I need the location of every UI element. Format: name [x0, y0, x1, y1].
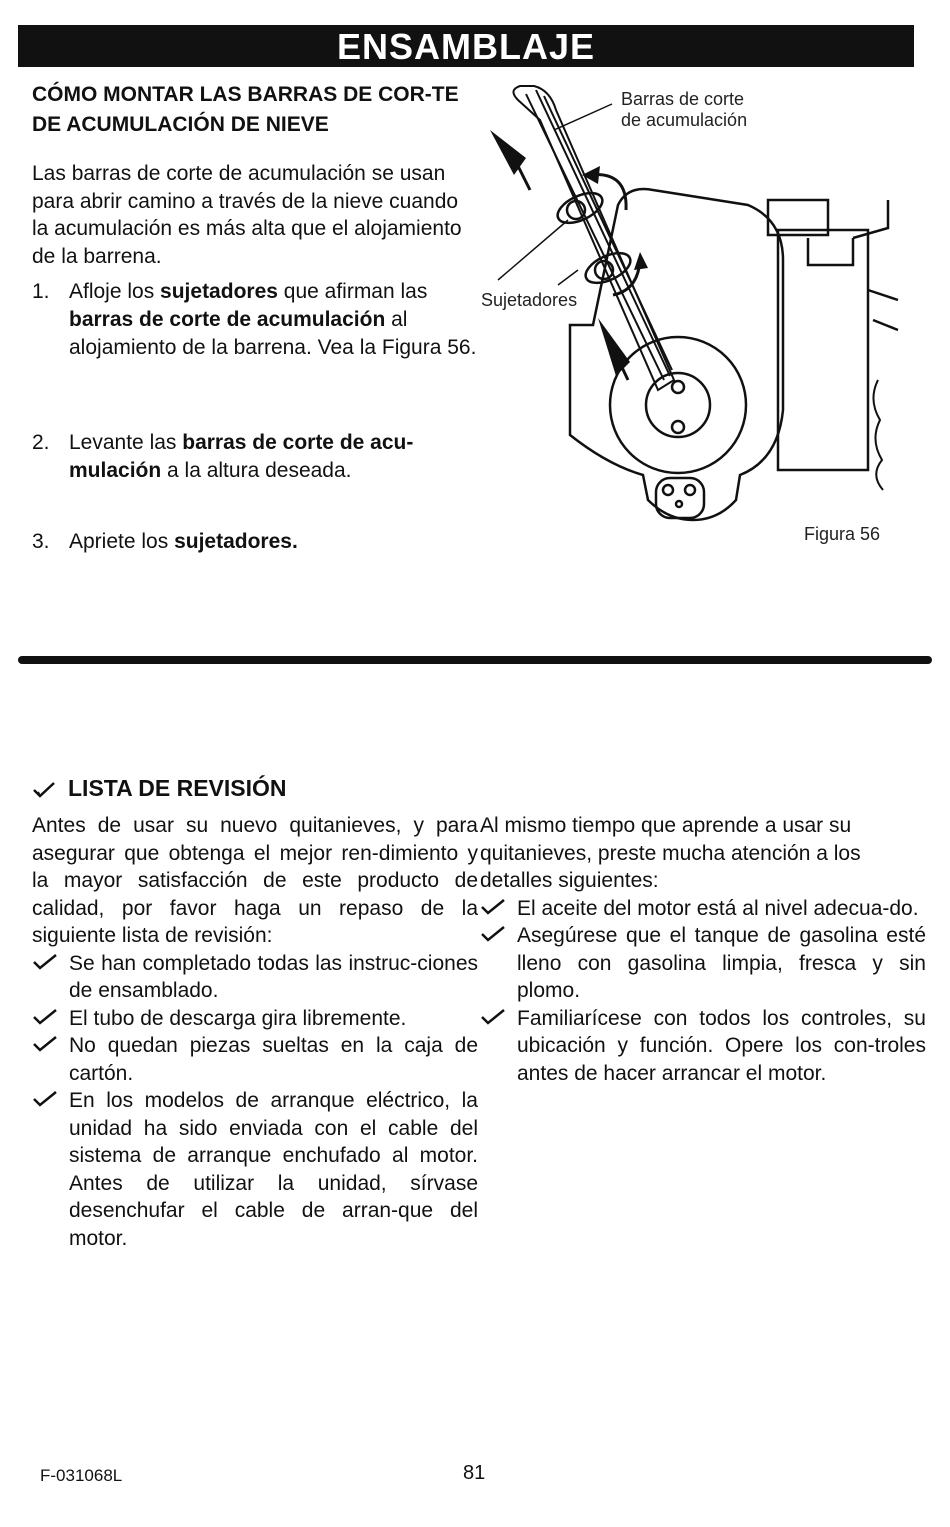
list-item	[32, 1005, 478, 1033]
list-item-text: No quedan piezas sueltas en la caja de cartón.	[69, 1034, 478, 1085]
list-item-text: En los modelos de arranque eléctrico, la unidad ha sido enviada con el cable del sistema de arranque enchufado al motor. Antes de utilizar la unidad, sírvase desenchufar el cable de arran-que del motor.	[69, 1089, 478, 1250]
checkmark-icon	[480, 922, 517, 1005]
checklist-left-intro: Antes de usar su nuevo quitanieves, y para asegurar que obtenga el mejor ren-dimiento y la mayor satisfacción de este producto de calidad, por favor haga un repaso de la siguiente lista de revisión:	[32, 814, 478, 947]
checklist-right-list	[480, 895, 926, 1088]
list-item-text: Familiarícese con todos los controles, su ubicación y función. Opere los con-troles antes de hacer arrancar el motor.	[517, 1006, 926, 1085]
label-line: Barras de corte	[621, 89, 745, 109]
auger-drift-cutter-illustration	[478, 80, 918, 550]
list-item	[32, 1032, 478, 1087]
list-item-text: Se han completado todas las instruc-ciones de ensamblado.	[69, 951, 478, 1002]
step-text: Afloje los sujetadores que afirman las barras de corte de acumulación al alojamiento de la barrena. Vea la Figura 56.	[69, 280, 477, 359]
list-item	[32, 950, 478, 1005]
checkmark-icon	[32, 1087, 69, 1252]
step-1	[32, 278, 477, 362]
document-code: F-031068L	[40, 1466, 123, 1485]
step-text: Levante las barras de corte de acu-mulación a la altura deseada.	[69, 431, 414, 482]
label-fasteners: Sujetadores	[481, 290, 578, 310]
figure-56	[478, 80, 918, 550]
list-item-text: El tubo de descarga gira libremente.	[69, 1006, 407, 1030]
label-line: de acumulación	[621, 110, 748, 130]
step-3	[32, 528, 477, 556]
checklist-right-column	[480, 812, 926, 1087]
list-item	[32, 1087, 478, 1252]
section-header: ENSAMBLAJE	[18, 25, 914, 67]
figure-caption: Figura 56	[804, 524, 881, 544]
checklist-heading	[32, 775, 287, 802]
step-text: Apriete los sujetadores.	[69, 530, 298, 553]
step-number: 2.	[32, 431, 50, 454]
label-drift-cutters	[621, 89, 747, 131]
list-item	[480, 1005, 926, 1088]
checkmark-icon	[32, 1005, 69, 1033]
checklist-left-column	[32, 812, 478, 1252]
checkmark-icon	[480, 895, 517, 923]
list-item-text: Asegúrese que el tanque de gasolina esté lleno con gasolina limpia, fresca y sin plomo.	[517, 924, 926, 1002]
checklist-title: LISTA DE REVISIÓN	[68, 775, 287, 801]
intro-paragraph: Las barras de corte de acumulación se usan para abrir camino a través de la nieve cuando la acumulación es más alta que el alojamiento de la barrena.	[32, 162, 462, 268]
section-title: CÓMO MONTAR LAS BARRAS DE COR-TE DE ACUMULACIÓN DE NIEVE	[32, 83, 459, 136]
step-number: 1.	[32, 280, 50, 303]
checkmark-icon	[32, 780, 56, 798]
checklist-left-list	[32, 950, 478, 1253]
step-number: 3.	[32, 530, 50, 553]
checklist-right-intro: Al mismo tiempo que aprende a usar su quitanieves, preste mucha atención a los detalles siguientes:	[480, 814, 861, 892]
list-item	[480, 895, 926, 923]
checkmark-icon	[32, 950, 69, 1005]
checkmark-icon	[32, 1032, 69, 1087]
step-2	[32, 429, 477, 485]
section-divider	[18, 656, 932, 664]
list-item	[480, 922, 926, 1005]
checkmark-icon	[480, 1005, 517, 1088]
list-item-text: El aceite del motor está al nivel adecua-do.	[517, 896, 919, 920]
page-number: 81	[463, 1462, 486, 1484]
